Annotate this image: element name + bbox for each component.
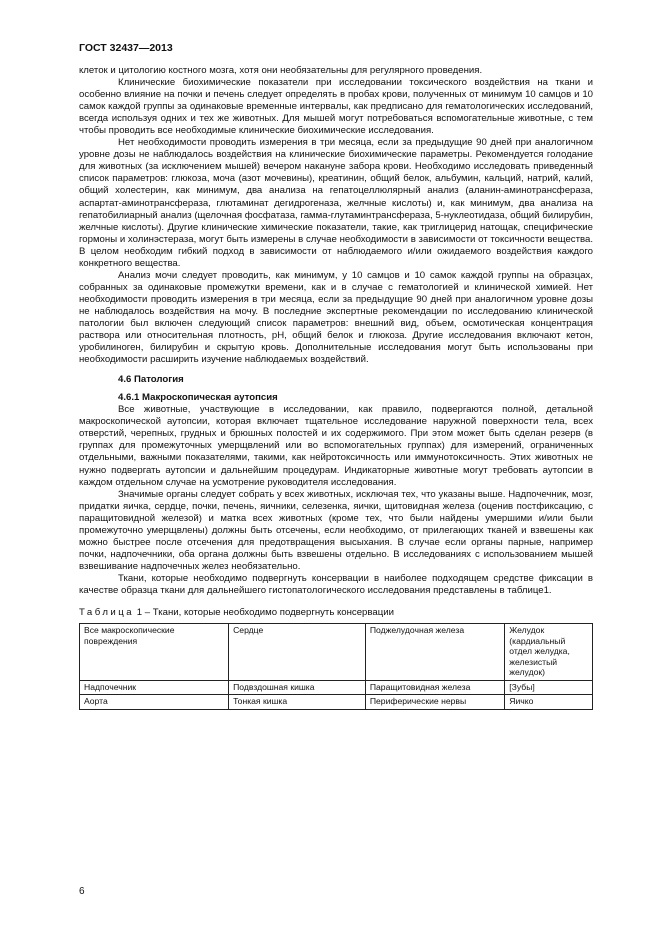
paragraph: Все животные, участвующие в исследовании, как правило, подвергаются полной, детальной макроскопической аутопсии, которая включает тщательное исследование наружной поверхности тела, всех отверстий, черепных, грудных и брюшных полостей и их содержимого. При этом может быть сделан резерв (в группах для промежуточных умерщвлений или во вспомогательных группах) для измерений, ограниченных отдельными, важными показателями, такими, как нейротоксичность или иммунотоксичность. Этих животных не нужно подвергать аутопсии и дальнейшим процедурам. Индикаторные животные могут требовать аутопсии в каждом отдельном случае на усмотрение руководителя исследования. [79, 404, 593, 488]
section-heading: 4.6 Патология [118, 374, 184, 386]
table-cell: Все макроскопические повреждения [80, 624, 229, 681]
paragraph: Анализ мочи следует проводить, как минимум, у 10 самцов и 10 самок каждой группы на образцах, собранных за одинаковые промежутки времени, как и в случае с гематологией и клинической химией. Нет необходимости проводить измерения в три месяца, если за предыдущие 90 дней при аналогичном уровне дозы не наблюдалось воздействия на мочу. В последние экспертные рекомендации по исследованию клинической патологии был включен следующий список параметров: внешний вид, объем, осмотическая концентрация раствора или относительная плотность, pH, общий белок и глюкоза. Другие исследования включают кетон, уробилиноген, билирубин и скрытую кровь. Дополнительные исследования могут быть использованы при необходимости расширить изучение наблюдаемых воздействий. [79, 269, 593, 366]
paragraph: Ткани, которые необходимо подвергнуть консервации в наиболее подходящем средстве фиксации в качестве образца ткани для дальнейшего гистопатологического исследования представлены в таблице1. [79, 572, 593, 596]
paragraph: Нет необходимости проводить измерения в три месяца, если за предыдущие 90 дней при аналогичном уровне дозы не наблюдалось воздействия на клинические биохимические параметры. Рекомендуется голодание для животных (за исключением мышей) вечером накануне забора крови. Необходимо исследовать приведенный список параметров: глюкоза, моча (азот мочевины), креатинин, общий белок, альбумин, кальций, натрий, калий, общий холестерин, как минимум, два анализа на гепатоцеллюлярный анализ (аланин-аминотрансфераза, аспартат-аминотрансфераза, глютаминат дегидрогеназа, желчные кислоты) и, как минимум, два анализа на гепатобилиарный анализ (щелочная фосфатаза, гамма-глутаминтрансфераза, 5-нуклеотидаза, общий билирубин, желчные кислоты). Другие клинические химические показатели, такие, как триглицерид натощак, специфические гормоны и холинэстераза, могут быть измерены в случае необходимости в зависимости от токсичности вещества. В целом необходим гибкий подход в зависимости от наблюдаемого и/или ожидаемого воздействия каждого конкретного вещества. [79, 137, 593, 269]
table-cell: Поджелудочная железа [365, 624, 504, 681]
table-cell: Сердце [229, 624, 366, 681]
table-cell: Надпочечник [80, 680, 229, 695]
tissues-table [79, 623, 593, 710]
paragraph: Клинические биохимические показатели при исследовании токсического воздействия на ткани и особенно влияние на почки и печень следует определять в пробах крови, полученных от минимум 10 самцов и 10 самок каждой группы за одинаковые временные интервалы, как предписано для гематологических исследований, всегда используя одних и тех же животных. Для мышей могут потребоваться вспомогательные животные, с тем чтобы проводить все необходимые клинические биохимические исследования. [79, 77, 593, 137]
table-cell: Подвздошная кишка [229, 680, 366, 695]
paragraph: Значимые органы следует собрать у всех животных, исключая тех, что указаны выше. Надпочечник, мозг, придатки яичка, сердце, почки, печень, яичники, селезенка, яички, щитовидная железа (оценив постфиксацию, с паращитовидной железой) и матка всех животных (кроме тех, что были найдены умершими и/или были промежуточно умерщвлены) должны быть отсечены, если необходимо, от прилегающих тканей и взвешены как можно быстрее после отсечения для предотвращения высыхания. В случае если органы парные, например почки, надпочечники, оба органа должны быть взвешены отдельно. В исследованиях с использованием мышей взвешивание надпочечных желез необязательно. [79, 488, 593, 572]
document-header: ГОСТ 32437—2013 [79, 42, 173, 54]
subsection-heading: 4.6.1 Макроскопическая аутопсия [118, 392, 278, 404]
table-caption-text: 1 – Ткани, которые необходимо подвергнуть консервации [134, 607, 394, 619]
table-cell: Тонкая кишка [229, 695, 366, 710]
document-body [79, 65, 593, 710]
table-caption-word: Таблица [79, 607, 135, 619]
table-row [80, 695, 593, 710]
table-cell: [Зубы] [505, 680, 593, 695]
table-row [80, 624, 593, 681]
table-caption [79, 607, 593, 619]
table-row [80, 680, 593, 695]
table-cell: Паращитовидная железа [365, 680, 504, 695]
table-cell: Периферические нервы [365, 695, 504, 710]
table-cell: Желудок (кардиальный отдел желудка, железистый желудок) [505, 624, 593, 681]
page-number: 6 [79, 886, 85, 897]
table-cell: Яичко [505, 695, 593, 710]
paragraph: клеток и цитологию костного мозга, хотя они необязательны для регулярного проведения. [79, 65, 483, 76]
table-cell: Аорта [80, 695, 229, 710]
